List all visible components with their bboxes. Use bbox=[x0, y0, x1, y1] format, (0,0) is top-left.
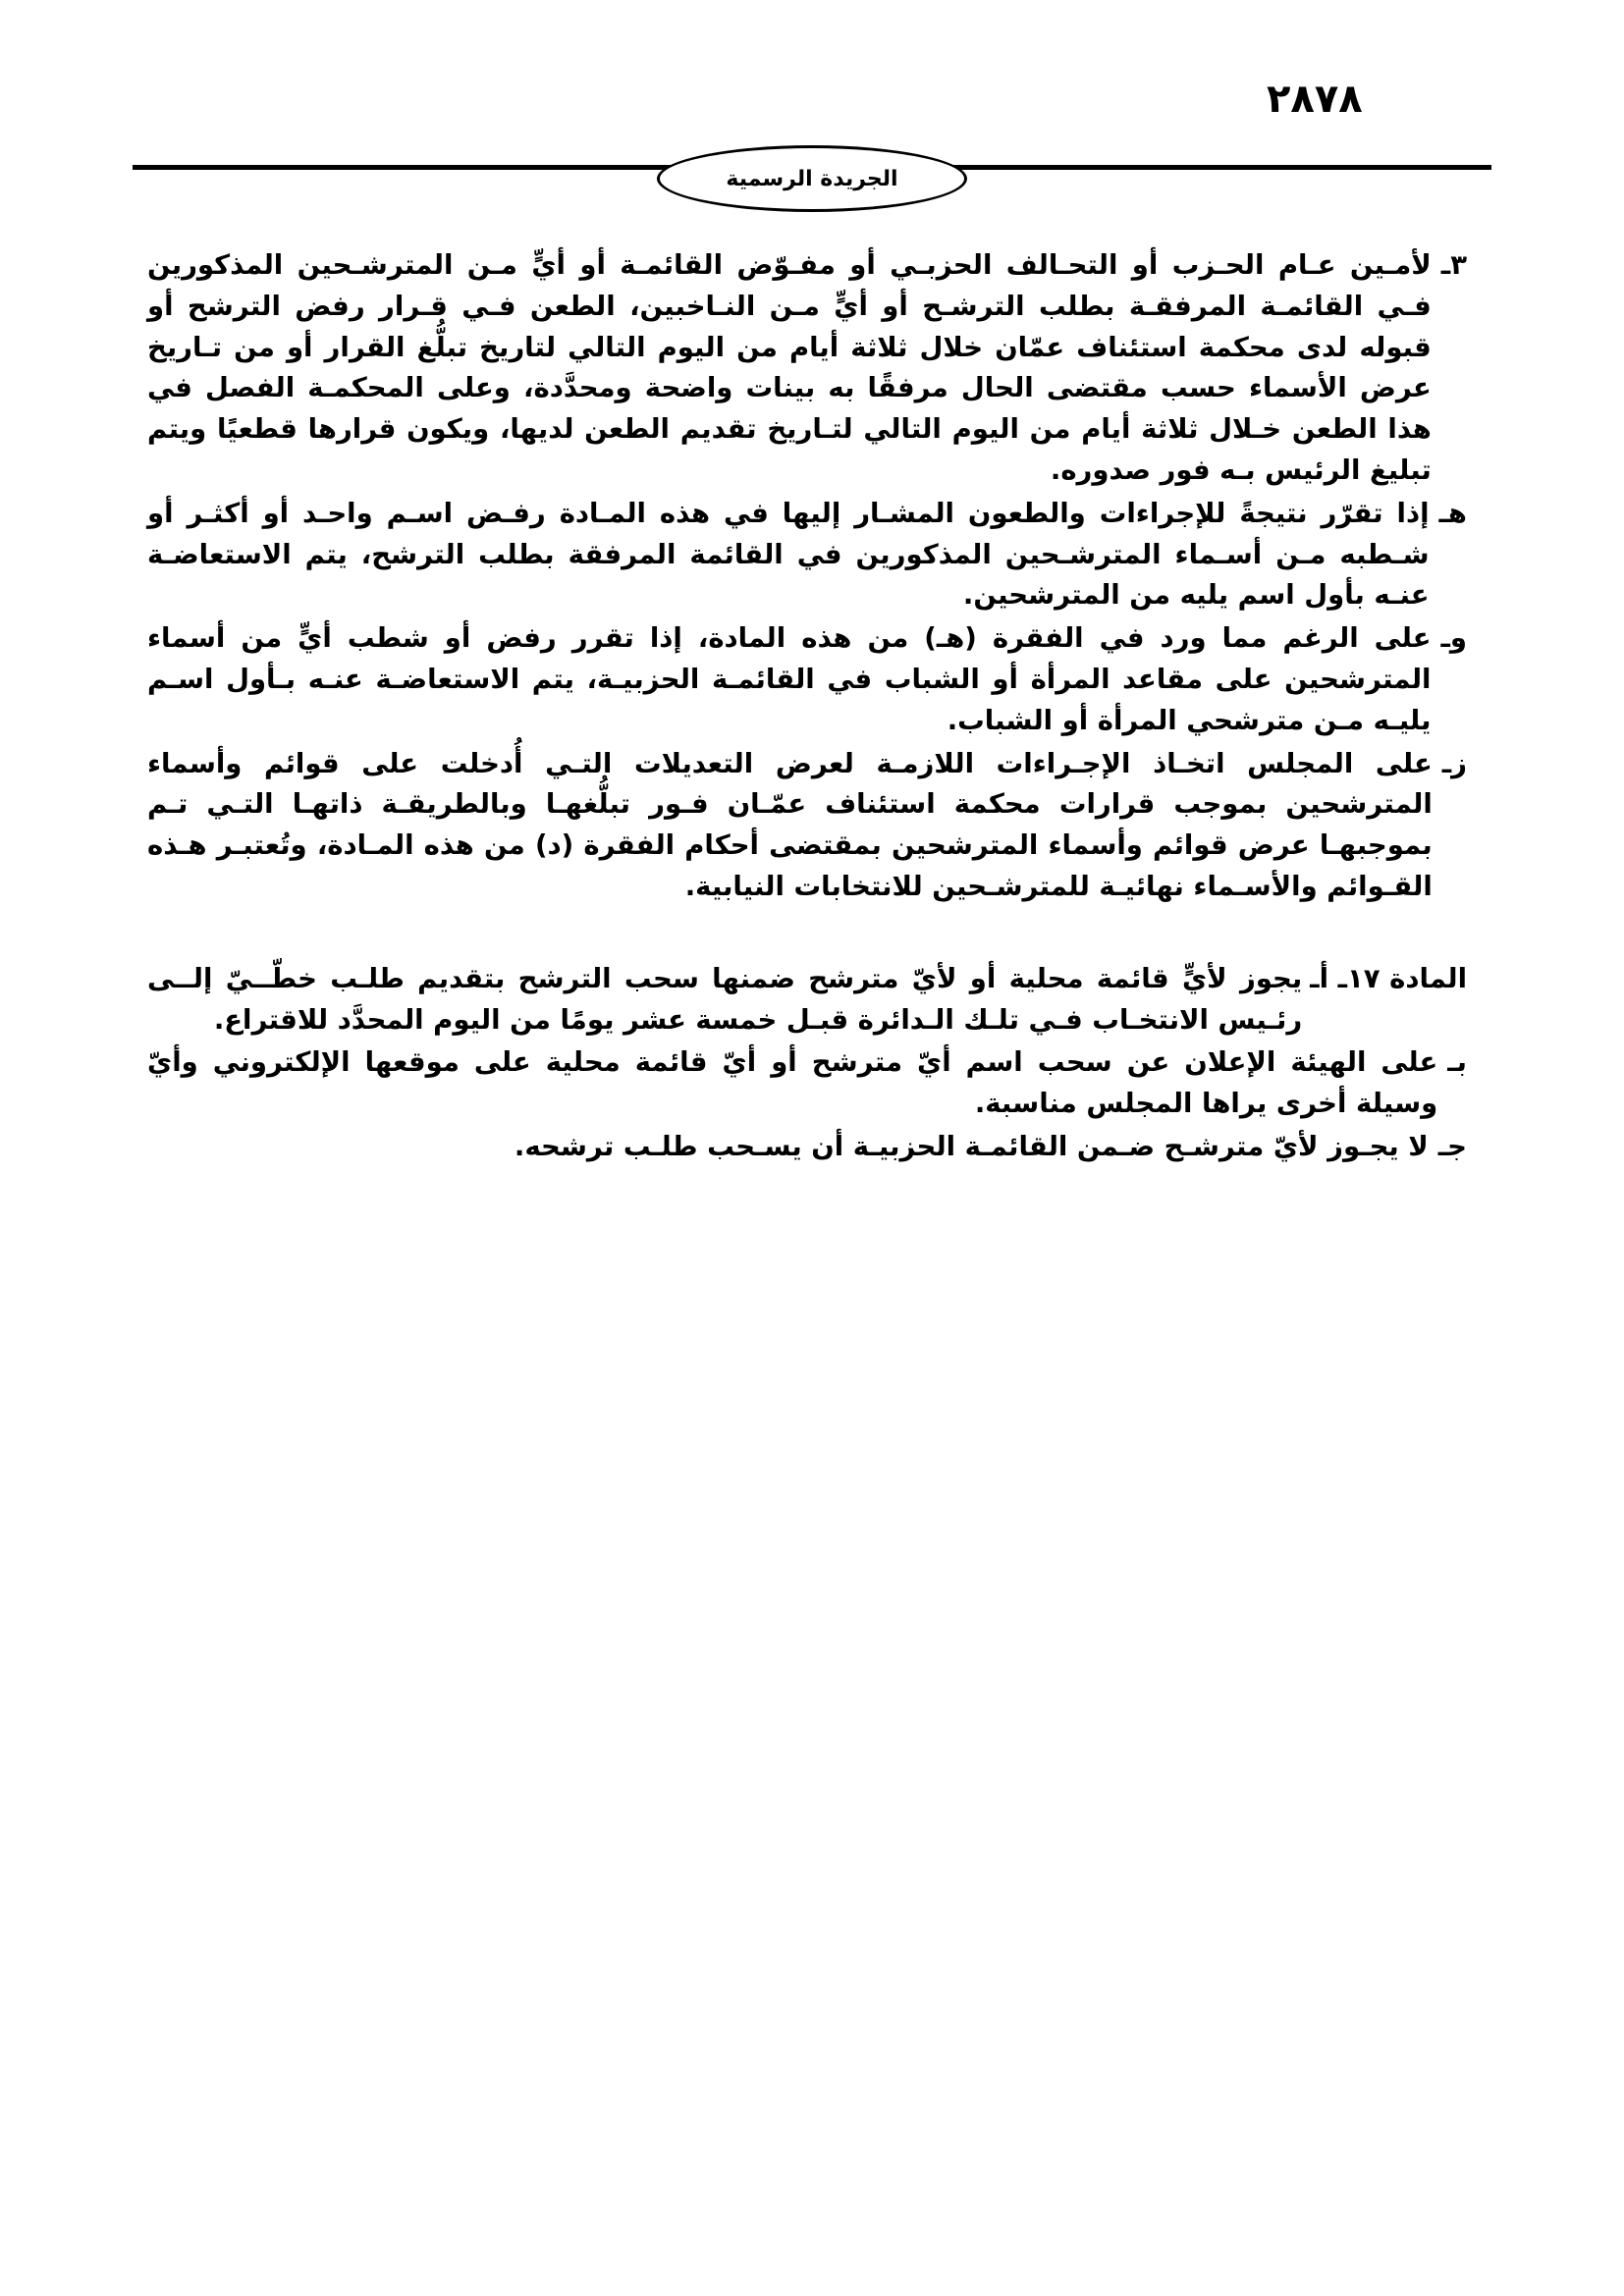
article-marker: جـ bbox=[1437, 1130, 1467, 1162]
page-number: ٢٨٧٨ bbox=[1267, 77, 1363, 122]
clause-text: إذا تقرّر نتيجةً للإجراءات والطعون المشـار إليها في هذه المـادة رفـض اسـم واحـد أو أكثـر أو شـطبه مـن أسـماء المترشـحين المذكورين في القائمة المرفقة بطلب الترشح، يتم الاستعاضـة عنـه بأول اسم يليه من المترشحين. bbox=[147, 497, 1430, 612]
clause-waw bbox=[147, 618, 1467, 741]
section-spacer bbox=[147, 910, 1467, 953]
article-17-clause-b bbox=[147, 1042, 1467, 1125]
clause-text: على المجلس اتخـاذ الإجـراءات اللازمـة لعرض التعديلات التـي أُدخلت على قوائم وأسماء المترشحين بموجب قرارات محكمة استئناف عمّـان فـور تبلُّغهـا وبالطريقـة ذاتهـا التـي تـم بموجبهـا عرض قوائم وأسماء المترشحين بمقتضى أحكام الفقرة (د) من هذه المـادة، وتُعتبـر هـذه القـوائم والأسـماء نهائيـة للمترشـحين للانتخابات النيابية. bbox=[147, 747, 1433, 902]
clause-marker: وـ bbox=[1440, 622, 1467, 655]
page-content bbox=[147, 245, 1467, 1170]
article-text: لا يجـوز لأيّ مترشـح ضـمن القائمـة الحزبيـة أن يسـحب طلـب ترشحه. bbox=[514, 1130, 1429, 1162]
clause-marker: هـ bbox=[1438, 497, 1467, 529]
article-marker: بـ bbox=[1447, 1046, 1467, 1079]
clause-text: لأمـين عـام الحـزب أو التحـالف الحزبـي أو مفـوّض القائمـة أو أيٍّ مـن المترشـحين المذكورين فـي القائمـة المرفقـة بطلب الترشـح أو أيٍّ مـن النـاخبين، الطعن فـي قـرار رفض الترشح أو قبوله لدى محكمة استئناف عمّان خلال ثلاثة أيام من اليوم التالي لتاريخ تبلُّغ القرار أو من تـاريخ عرض الأسماء حسب مقتضى الحال مرفقًا به بينات واضحة ومحدَّدة، وعلى المحكمـة الفصل في هذا الطعن خـلال ثلاثة أيام من اليوم التالي لتـاريخ تقديم الطعن لديها، ويكون قرارها قطعيًا ويتم تبليغ الرئيس بـه فور صدوره. bbox=[147, 249, 1432, 486]
article-text: يجوز لأيٍّ قائمة محلية أو لأيّ مترشح ضمنها سحب الترشح بتقديم طلـب خطّــيّ إلــى رئـيس الانتخـاب فـي تلـك الـدائرة قبـل خمسة عشر يومًا من اليوم المحدَّد للاقتراع. bbox=[147, 962, 1303, 1036]
clause-marker: زـ bbox=[1441, 747, 1467, 779]
clause-haa bbox=[147, 494, 1467, 616]
clause-text: على الرغم مما ورد في الفقرة (هـ) من هذه المادة، إذا تقرر رفض أو شطب أيٍّ من أسماء المترشحين على مقاعد المرأة أو الشباب في القائمـة الحزبيـة، يتم الاستعاضـة عنـه بـأول اسـم يليـه مـن مترشحي المرأة أو الشباب. bbox=[147, 622, 1432, 736]
clause-3 bbox=[147, 245, 1467, 492]
clause-zay bbox=[147, 744, 1467, 908]
clause-marker: ٣ـ bbox=[1440, 249, 1467, 281]
page-header bbox=[0, 0, 1624, 191]
gazette-title-text: الجريدة الرسمية bbox=[726, 166, 898, 191]
article-marker: المادة ١٧ـ أـ bbox=[1310, 962, 1467, 994]
article-17-clause-c bbox=[147, 1127, 1467, 1168]
article-17-clause-a bbox=[147, 959, 1467, 1041]
article-text: على الهيئة الإعلان عن سحب اسم أيّ مترشح أو أيّ قائمة محلية على موقعها الإلكتروني وأيّ وسيلة أخرى يراها المجلس مناسبة. bbox=[147, 1046, 1438, 1120]
gazette-title-badge bbox=[657, 145, 967, 212]
